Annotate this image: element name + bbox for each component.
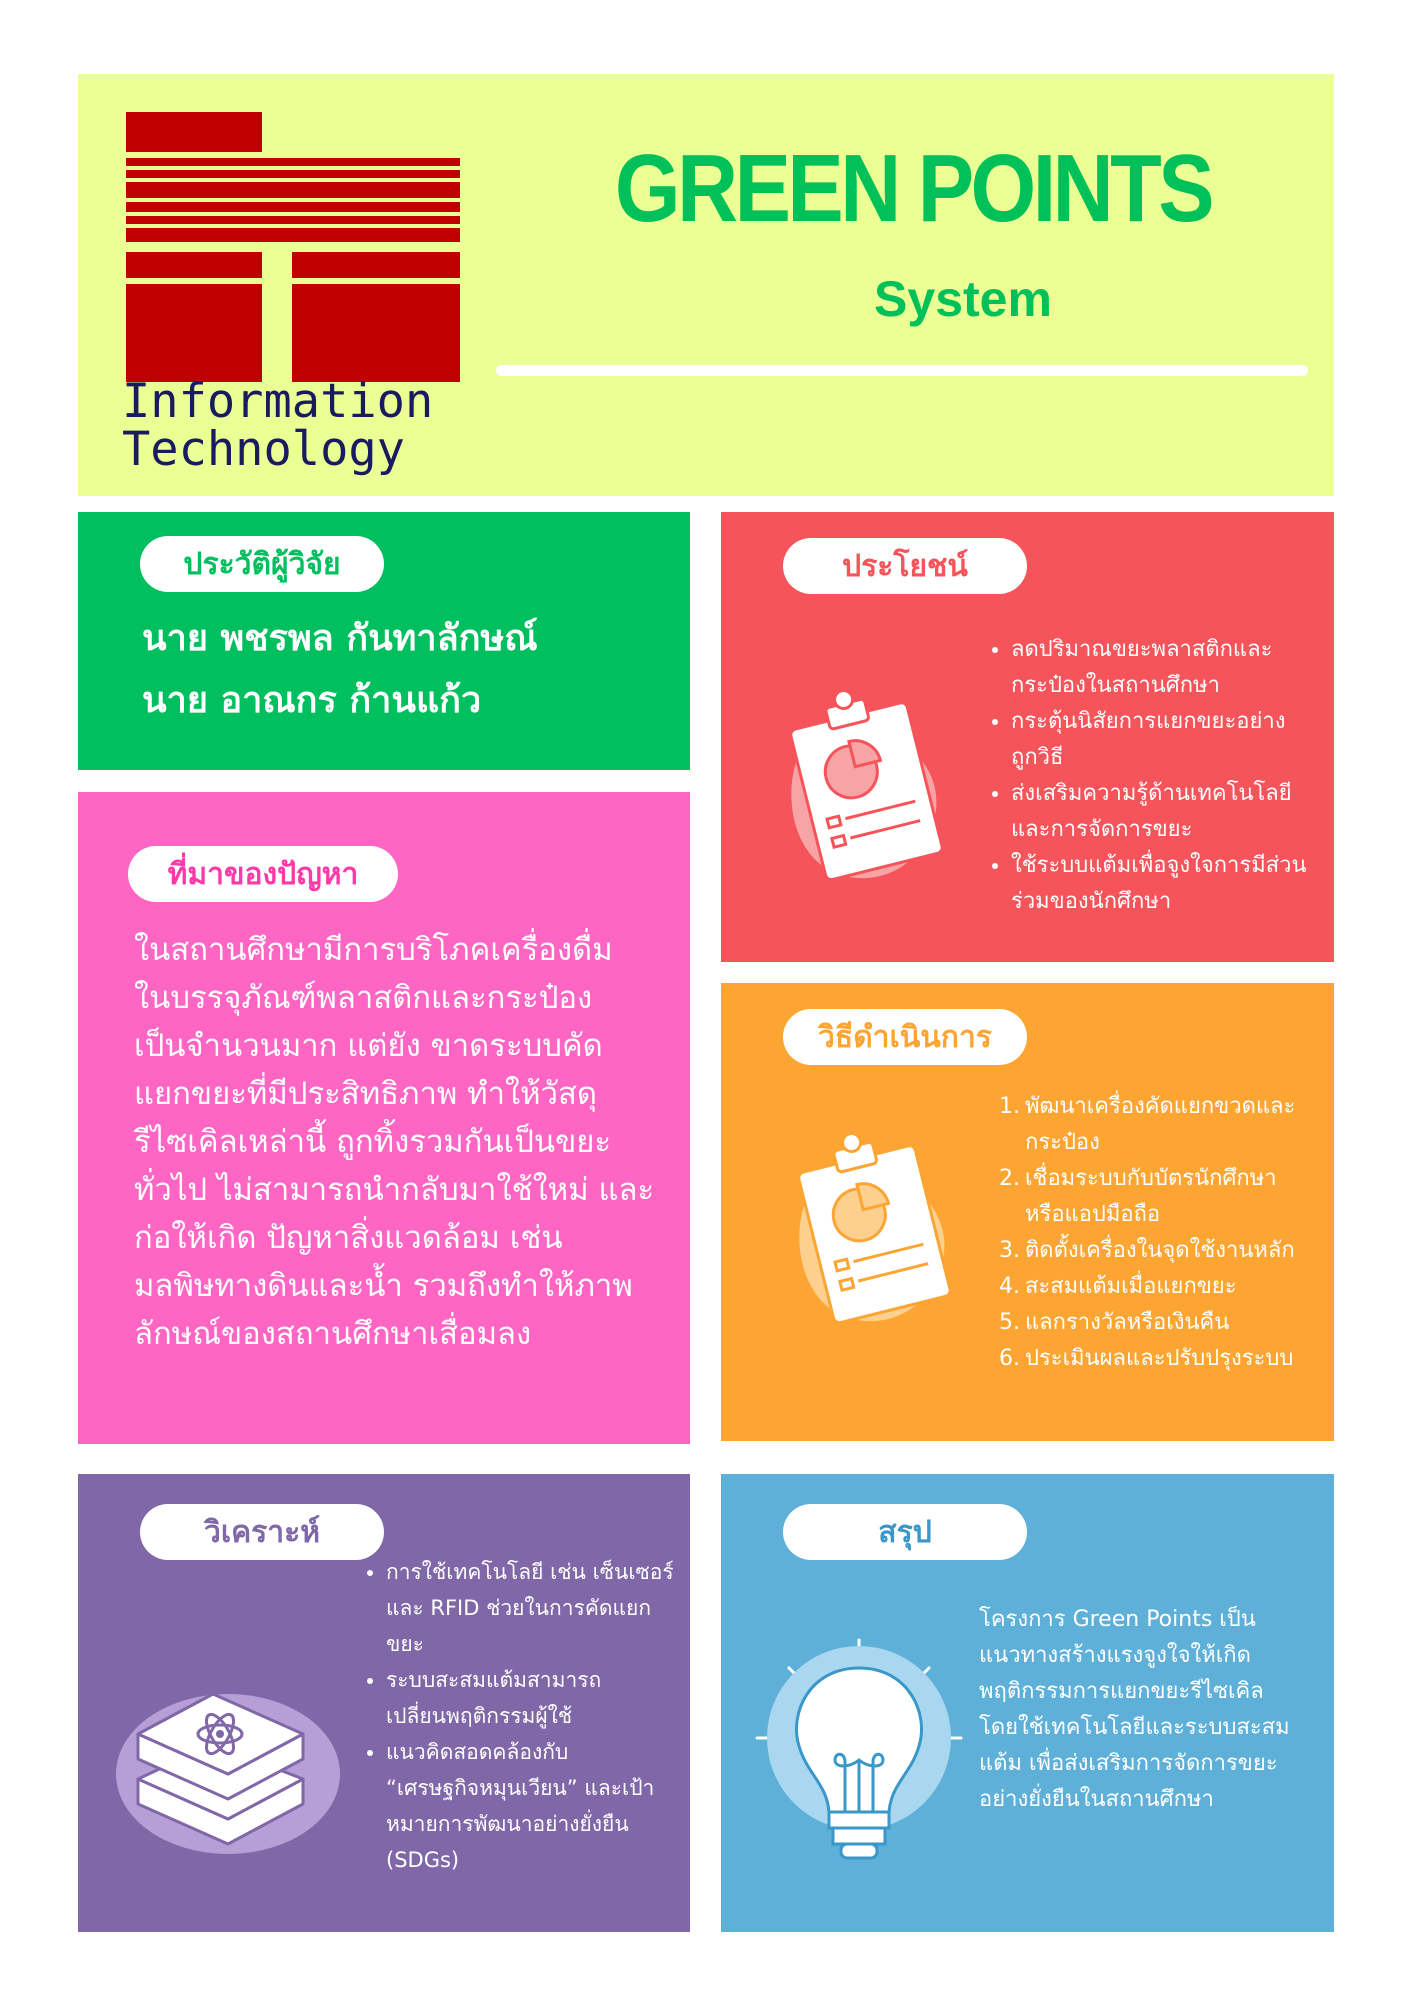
page-title: GREEN POINTS	[614, 135, 1212, 242]
clipboard-chart-icon	[769, 1123, 969, 1343]
books-atom-icon	[108, 1654, 348, 1864]
background-text	[134, 926, 654, 1358]
benefits-heading: ประโยชน์	[783, 538, 1027, 594]
summary-text	[979, 1602, 1290, 1818]
logo-line2: Technology	[122, 422, 405, 477]
it-logo-icon	[126, 112, 466, 382]
researcher-name: นาย อาณกร ก้านแก้ว	[142, 680, 482, 721]
background-line: มลพิษทางดินและน้ำ รวมถึงทำให้ภาพ	[134, 1268, 633, 1304]
list-item: 3. ติดตั้งเครื่องในจุดใช้งานหลัก	[999, 1238, 1295, 1263]
list-item: • การใช้เทคโนโลยี เช่น เซ็นเซอร์ และ RFID ช่วยในการคัดแยก ขยะ	[386, 1554, 674, 1662]
method-list	[999, 1089, 1295, 1377]
background-line: ในสถานศึกษามีการบริโภคเครื่องดื่ม	[134, 932, 613, 968]
background-line: ก่อให้เกิด ปัญหาสิ่งแวดล้อม เช่น	[134, 1220, 563, 1256]
list-item: 5. แลกรางวัลหรือเงินคืน	[999, 1310, 1230, 1335]
summary-panel	[721, 1474, 1334, 1932]
list-item: 1. พัฒนาเครื่องคัดแยกขวดและ กระป๋อง	[999, 1094, 1296, 1155]
researchers-panel	[78, 512, 690, 770]
researcher-name: นาย พชรพล กันทาลักษณ์	[142, 618, 538, 659]
list-item: • กระตุ้นนิสัยการแยกขยะอย่าง ถูกวิธี	[1011, 704, 1307, 776]
benefits-list	[983, 632, 1307, 920]
background-line: ในบรรจุภัณฑ์พลาสติกและกระป๋อง	[134, 980, 593, 1016]
clipboard-chart-icon	[761, 680, 961, 900]
summary-line: พฤติกรรมการแยกขยะรีไซเคิล	[979, 1679, 1264, 1704]
background-line: เป็นจำนวนมาก แต่ยัง ขาดระบบคัด	[134, 1028, 603, 1064]
background-line: ลักษณ์ของสถานศึกษาเสื่อมลง	[134, 1316, 532, 1352]
list-item: • ลดปริมาณขยะพลาสติกและ กระป๋องในสถานศึกษา	[1011, 632, 1307, 704]
researchers-heading: ประวัติผู้วิจัย	[140, 536, 384, 592]
background-line: แยกขยะที่มีประสิทธิภาพ ทำให้วัสดุ	[134, 1076, 598, 1112]
method-heading: วิธีดำเนินการ	[783, 1009, 1027, 1065]
list-item: 6. ประเมินผลและปรับปรุงระบบ	[999, 1346, 1294, 1371]
background-heading: ที่มาของปัญหา	[128, 846, 398, 902]
lightbulb-icon	[749, 1634, 969, 1884]
list-item: • ระบบสะสมแต้มสามารถ เปลี่ยนพฤติกรรมผู้ใช้	[386, 1662, 674, 1734]
title-underline	[496, 365, 1308, 376]
background-line: รีไซเคิลเหล่านี้ ถูกทิ้งรวมกันเป็นขยะ	[134, 1124, 612, 1160]
list-item: • ส่งเสริมความรู้ด้านเทคโนโลยี และการจัดการขยะ	[1011, 776, 1307, 848]
page-subtitle: System	[874, 271, 1052, 327]
benefits-panel	[721, 512, 1334, 962]
analysis-heading: วิเคราะห์	[140, 1504, 384, 1560]
researchers-names	[142, 608, 538, 732]
method-panel	[721, 983, 1334, 1441]
summary-line: โครงการ Green Points เป็น	[979, 1607, 1256, 1632]
list-item: • แนวคิดสอดคล้องกับ “เศรษฐกิจหมุนเวียน” และเป้า หมายการพัฒนาอย่างยั่งยืน (SDGs)	[386, 1734, 674, 1878]
header-panel	[78, 74, 1334, 496]
summary-line: แต้ม เพื่อส่งเสริมการจัดการขยะ	[979, 1751, 1278, 1776]
summary-line: อย่างยั่งยืนในสถานศึกษา	[979, 1787, 1214, 1812]
background-panel	[78, 792, 690, 1444]
list-item: 4. สะสมแต้มเมื่อแยกขยะ	[999, 1274, 1237, 1299]
background-line: ทั่วไป ไม่สามารถนำกลับมาใช้ใหม่ และ	[134, 1172, 655, 1208]
summary-heading: สรุป	[783, 1504, 1027, 1560]
list-item: • ใช้ระบบแต้มเพื่อจูงใจการมีส่วน ร่วมของนักศึกษา	[1011, 848, 1307, 920]
summary-line: โดยใช้เทคโนโลยีและระบบสะสม	[979, 1715, 1290, 1740]
analysis-list	[358, 1554, 674, 1878]
list-item: 2. เชื่อมระบบกับบัตรนักศึกษา หรือแอปมือถือ	[999, 1166, 1277, 1227]
logo-line1: Information	[122, 374, 434, 429]
analysis-panel	[78, 1474, 690, 1932]
summary-line: แนวทางสร้างแรงจูงใจให้เกิด	[979, 1643, 1251, 1668]
